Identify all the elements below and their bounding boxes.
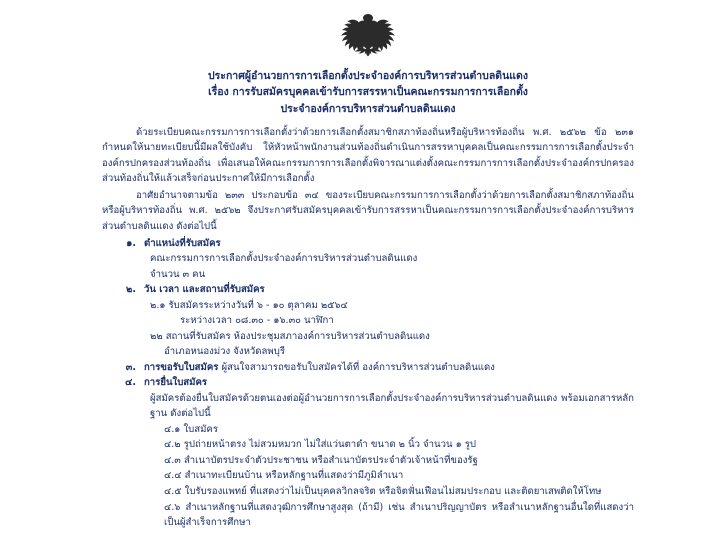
section-2-heading: วัน เวลา และสถานที่รับสมัคร [144,284,265,296]
paragraph-intro-1: ด้วยระเบียบคณะกรรมการการเลือกตั้งว่าด้วยการเลือกตั้งสมาชิกสภาท้องถิ่นหรือผู้บริหารท้องถิ่น พ.ศ. ๒๕๖๒ ข้อ ๒๓๑ กำหนดให้นายทะเบียบนี้มีผลใช้บังคับ ให้หัวหน้าพนักงานส่วนท้องถิ่นดำเนินการสรรหาบุคคลเป็นคณะกรรมการการเลือกตั้งประจำองค์กรปกครองส่วนท้องถิ่น เพื่อเสนอให้คณะกรรมการการเลือกตั้งพิจารณาแต่งตั้งคณะกรรมการการเลือกตั้งประจำองค์กรปกครองส่วนท้องถิ่นให้แล้วเสร็จก่อนประกาศให้มีการเลือกตั้ง [102,126,634,185]
section-2-line-3: ๒๒ สถานที่รับสมัคร ห้องประชุมสภาองค์การบริหารส่วนตำบลดินแดง [150,330,430,342]
section-4-item-4 [102,468,634,484]
section-4-item-6-label: ๔.๖ [164,501,181,513]
section-1-line-2: จำนวน ๓ คน [150,268,206,280]
section-4-heading: การยื่นใบสมัคร [144,377,208,389]
section-4-item-6-text: สำเนาหลักฐานที่แสดงวุฒิการศึกษาสูงสุด (ถ้ามี) เช่น สำเนาปริญญาบัตร หรือสำเนาหลักฐานอื่นใดที่แสดงว่าเป็นผู้สำเร็จการศึกษา [164,501,634,529]
section-4-item-3 [102,453,634,469]
section-2-number: ๒. [126,284,136,296]
section-3 [102,360,634,376]
paragraph-intro-2: อาศัยอำนาจตามข้อ ๒๓๓ ประกอบข้อ ๓๔ ของระเบียบคณะกรรมการการเลือกตั้งว่าด้วยการเลือกตั้งสมาชิกสภาท้องถิ่นหรือผู้บริหารท้องถิ่น พ.ศ. ๒๕๖๒ จึงประกาศรับสมัครบุคคลเข้ารับการสรรหาเป็นคณะกรรมการการเลือกตั้งประจำองค์การบริหารส่วนตำบลดินแดง ดังต่อไปนี้ [102,189,634,232]
document-body [88,125,648,531]
section-2 [102,282,634,298]
section-4-item-2-label: ๔.๒ [164,439,181,451]
section-3-heading: การขอรับใบสมัคร [144,361,219,373]
section-2-line-2: ระหว่างเวลา ๐๘.๓๐ - ๑๖.๓๐ นาฬิกา [180,315,334,327]
section-4-number: ๔. [125,377,136,389]
section-4-item-3-label: ๔.๓ [164,454,181,466]
section-1-heading: ตำแหน่งที่รับสมัคร [144,237,221,249]
section-1 [102,236,634,252]
title-line-3: ประจำองค์การบริหารส่วนตำบลดินแดง [280,102,456,115]
section-4-item-5 [102,484,634,500]
section-4-item-2 [102,437,634,453]
section-1-number: ๑. [126,237,136,249]
title-line-2: เรื่อง การรับสมัครบุคคลเข้ารับการสรรหาเป็นคณะกรรมการการเลือกตั้ง [208,86,528,99]
section-4-item-4-label: ๔.๔ [164,470,182,482]
section-4-item-4-text: สำเนาทะเบียนบ้าน หรือหลักฐานที่แสดงว่ามีภูมิลำเนา [184,470,404,482]
title-line-1: ประกาศผู้อำนวยการการเลือกตั้งประจำองค์การบริหารส่วนตำบลดินแดง [208,70,528,82]
section-2-line-4: อำเภอหนองม่วง จังหวัดลพบุรี [164,346,285,358]
section-4-item-5-text: ใบรับรองแพทย์ ที่แสดงว่าไม่เป็นบุคคลวิกลจริต หรือจิตฟั่นเฟือนไม่สมประกอบ และติดยาเสพติดให้โทษ [184,486,602,498]
section-4-item-5-label: ๔.๕ [164,486,182,498]
section-4-line-1: ผู้สมัครต้องยื่นใบสมัครด้วยตนเองต่อผู้อำนวยการการเลือกตั้งประจำองค์การบริหารส่วนตำบลดินแดง พร้อมเอกสารหลักฐาน ดังต่อไปนี้ [150,392,634,420]
garuda-emblem [88,0,648,64]
section-1-line-1: คณะกรรมการการเลือกตั้งประจำองค์การบริหารส่วนตำบลดินแดง [150,253,418,265]
section-4-item-3-text: สำเนาบัตรประจำตัวประชาชน หรือสำเนาบัตรประจำตัวเจ้าหน้าที่ของรัฐ [183,454,478,466]
section-4-item-2-text: รูปถ่ายหน้าตรง ไม่สวมหมวก ไม่ใส่แว่นตาดำ ขนาด ๒ นิ้ว จำนวน ๑ รูป [183,439,476,451]
section-4 [102,375,634,391]
section-4-item-1-text: ใบสมัคร [183,423,218,435]
section-4-item-1-label: ๔.๑ [164,423,181,435]
document-title [88,68,648,117]
section-2-line-1: ๒.๑ รับสมัครระหว่างวันที่ ๖ - ๑๐ ตุลาคม ๒๕๖๔ [150,299,348,311]
section-3-line-1: ผู้สนใจสามารถขอรับใบสมัครได้ที่ องค์การบริหารส่วนตำบลดินแดง [221,361,495,373]
section-4-item-1 [102,422,634,438]
document-sheet [88,0,648,550]
section-4-item-6 [102,500,634,531]
section-3-number: ๓. [125,361,136,373]
